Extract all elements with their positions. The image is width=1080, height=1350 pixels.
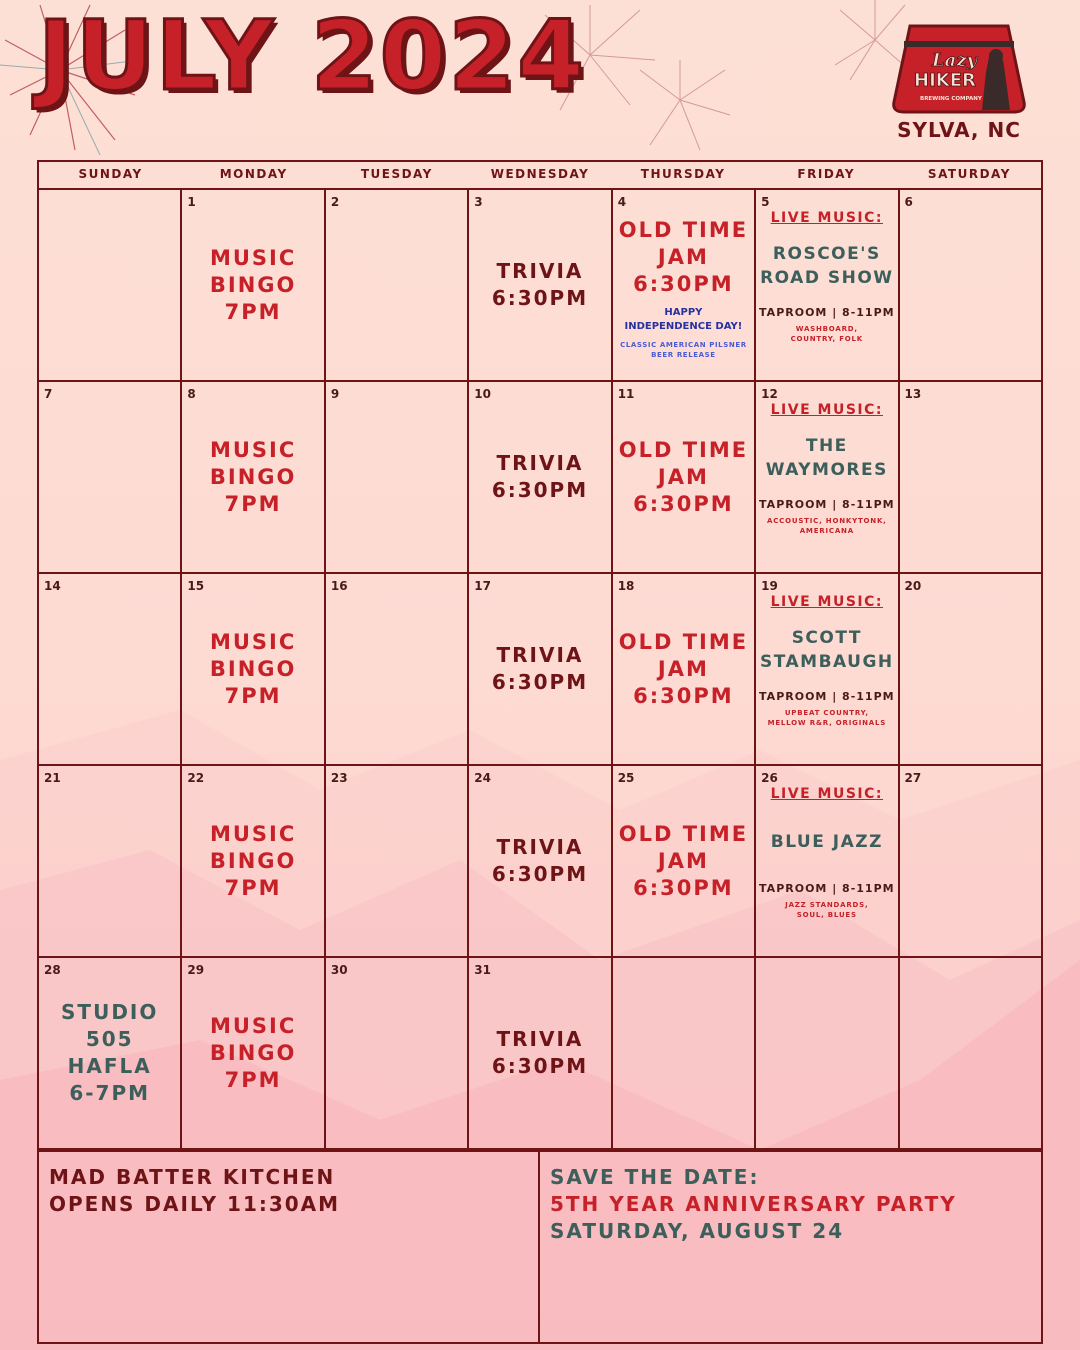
anniversary-party: 5TH YEAR ANNIVERSARY PARTY: [550, 1192, 957, 1216]
event-music-bingo: MUSIC BINGO 7PM: [209, 821, 297, 900]
day-cell: [182, 382, 325, 572]
save-the-date-note: [540, 1152, 1041, 1342]
event-old-time-jam: OLD TIME JAM 6:30PM: [618, 821, 749, 900]
event-old-time-jam: OLD TIME JAM 6:30PM: [618, 217, 749, 296]
day-cell-empty: [39, 190, 182, 380]
event-old-time-jam: OLD TIME JAM 6:30PM: [618, 437, 749, 516]
beer-release-note: CLASSIC AMERICAN PILSNER BEER RELEASE: [620, 340, 747, 359]
day-number: 19: [761, 579, 778, 593]
event-trivia: TRIVIA 6:30PM: [491, 1027, 589, 1078]
event-studio-hafla: STUDIO 505 HAFLA 6-7PM: [61, 1000, 159, 1105]
svg-text:Lazy: Lazy: [932, 50, 977, 71]
weekday-tuesday: TUESDAY: [360, 167, 433, 181]
day-cell: [469, 382, 612, 572]
day-number: 12: [761, 387, 778, 401]
taproom-time: TAPROOM | 8-11PM: [759, 498, 895, 511]
day-cell: [613, 382, 756, 572]
day-number: 23: [330, 771, 348, 785]
day-number: 31: [474, 963, 491, 977]
day-cell: [326, 574, 469, 764]
day-number: 28: [44, 963, 61, 977]
footer-notes: [39, 1150, 1041, 1342]
day-number: 4: [617, 195, 627, 209]
band-genre: ACCOUSTIC, HONKYTONK, AMERICANA: [767, 517, 887, 535]
day-number: 30: [330, 963, 348, 977]
event-trivia: TRIVIA 6:30PM: [491, 835, 589, 886]
event-old-time-jam: OLD TIME JAM 6:30PM: [618, 629, 749, 708]
calendar-grid: [37, 160, 1043, 1344]
day-cell: [900, 766, 1041, 956]
event-trivia: TRIVIA 6:30PM: [491, 451, 589, 502]
weekday-friday: FRIDAY: [797, 167, 856, 181]
day-cell-live-music: [756, 382, 899, 572]
weekday-wednesday: WEDNESDAY: [490, 167, 590, 181]
weekday-thursday: THURSDAY: [640, 167, 726, 181]
day-number: 7: [44, 387, 53, 401]
day-number: 26: [761, 771, 778, 785]
calendar-week: [39, 190, 1041, 382]
anniversary-date: SATURDAY, AUGUST 24: [550, 1219, 845, 1243]
weekday-monday: MONDAY: [219, 167, 288, 181]
day-cell: [182, 766, 325, 956]
day-cell-live-music: [756, 766, 899, 956]
event-trivia: TRIVIA 6:30PM: [491, 643, 589, 694]
day-number: 3: [474, 195, 483, 209]
day-number: 22: [187, 771, 205, 785]
day-cell: [39, 382, 182, 572]
holiday-note: HAPPY INDEPENDENCE DAY!: [624, 306, 743, 332]
event-music-bingo: MUSIC BINGO 7PM: [209, 1013, 297, 1092]
day-cell: [326, 382, 469, 572]
kitchen-note: [39, 1152, 540, 1342]
day-cell: [39, 766, 182, 956]
calendar-week: [39, 766, 1041, 958]
live-music-label: LIVE MUSIC:: [770, 786, 883, 802]
day-number: 17: [474, 579, 491, 593]
save-the-date-label: SAVE THE DATE:: [550, 1165, 760, 1189]
day-number: 29: [187, 963, 205, 977]
band-name: SCOTT STAMBAUGH: [759, 628, 894, 672]
kitchen-name: MAD BATTER KITCHEN: [49, 1165, 336, 1189]
day-cell: [900, 190, 1041, 380]
day-cell: [613, 766, 756, 956]
band-genre: WASHBOARD, COUNTRY, FOLK: [790, 325, 864, 343]
event-trivia: TRIVIA 6:30PM: [491, 259, 589, 310]
day-number: 18: [617, 579, 635, 593]
day-cell: [469, 190, 612, 380]
day-cell: [613, 190, 756, 380]
day-number: 10: [474, 387, 491, 401]
svg-text:HIKER: HIKER: [914, 70, 976, 91]
day-cell: [326, 190, 469, 380]
live-music-label: LIVE MUSIC:: [770, 594, 883, 610]
svg-text:BREWING COMPANY: BREWING COMPANY: [920, 96, 982, 102]
calendar-week: [39, 382, 1041, 574]
day-number: 9: [330, 387, 340, 401]
band-name: THE WAYMORES: [765, 436, 888, 480]
taproom-time: TAPROOM | 8-11PM: [759, 306, 895, 319]
day-number: 6: [904, 195, 913, 209]
day-cell: [613, 574, 756, 764]
brewery-logo: [890, 22, 1028, 114]
day-number: 11: [617, 387, 635, 401]
day-number: 8: [187, 387, 196, 401]
live-music-label: LIVE MUSIC:: [770, 210, 883, 226]
event-music-bingo: MUSIC BINGO 7PM: [209, 245, 297, 324]
live-music-label: LIVE MUSIC:: [770, 402, 883, 418]
taproom-time: TAPROOM | 8-11PM: [759, 882, 895, 895]
day-number: 15: [187, 579, 205, 593]
day-cell-live-music: [756, 190, 899, 380]
day-cell: [182, 190, 325, 380]
day-number: 21: [44, 771, 61, 785]
day-number: 24: [474, 771, 491, 785]
taproom-time: TAPROOM | 8-11PM: [759, 690, 895, 703]
day-cell-empty: [900, 958, 1041, 1148]
band-genre: JAZZ STANDARDS, SOUL, BLUES: [785, 901, 869, 919]
kitchen-hours: OPENS DAILY 11:30AM: [49, 1192, 341, 1216]
day-number: 25: [617, 771, 635, 785]
day-cell: [900, 382, 1041, 572]
day-cell: [326, 958, 469, 1148]
day-cell-empty: [756, 958, 899, 1148]
day-cell: [469, 958, 612, 1148]
day-number: 1: [187, 195, 196, 209]
weekday-header: [39, 162, 1041, 190]
calendar-week: [39, 958, 1041, 1150]
event-music-bingo: MUSIC BINGO 7PM: [209, 437, 297, 516]
day-number: 16: [330, 579, 348, 593]
day-cell: [39, 574, 182, 764]
day-number: 14: [44, 579, 61, 593]
day-cell: [182, 958, 325, 1148]
day-number: 20: [904, 579, 922, 593]
day-cell: [900, 574, 1041, 764]
event-music-bingo: MUSIC BINGO 7PM: [209, 629, 297, 708]
day-cell: [469, 766, 612, 956]
day-cell: [39, 958, 182, 1148]
day-number: 2: [330, 195, 340, 209]
day-cell: [182, 574, 325, 764]
band-genre: UPBEAT COUNTRY, MELLOW R&R, ORIGINALS: [767, 709, 887, 727]
day-number: 5: [761, 195, 770, 209]
location-label: SYLVA, NC: [897, 118, 1021, 142]
day-number: 13: [904, 387, 922, 401]
day-cell-empty: [613, 958, 756, 1148]
day-cell: [469, 574, 612, 764]
band-name: ROSCOE'S ROAD SHOW: [760, 244, 894, 288]
weekday-saturday: SATURDAY: [927, 167, 1011, 181]
day-cell: [326, 766, 469, 956]
page-title: JULY 2024: [38, 0, 587, 112]
calendar-week: [39, 574, 1041, 766]
day-number: 27: [904, 771, 922, 785]
day-cell-live-music: [756, 574, 899, 764]
band-name: BLUE JAZZ: [770, 832, 883, 852]
weekday-sunday: SUNDAY: [78, 167, 143, 181]
